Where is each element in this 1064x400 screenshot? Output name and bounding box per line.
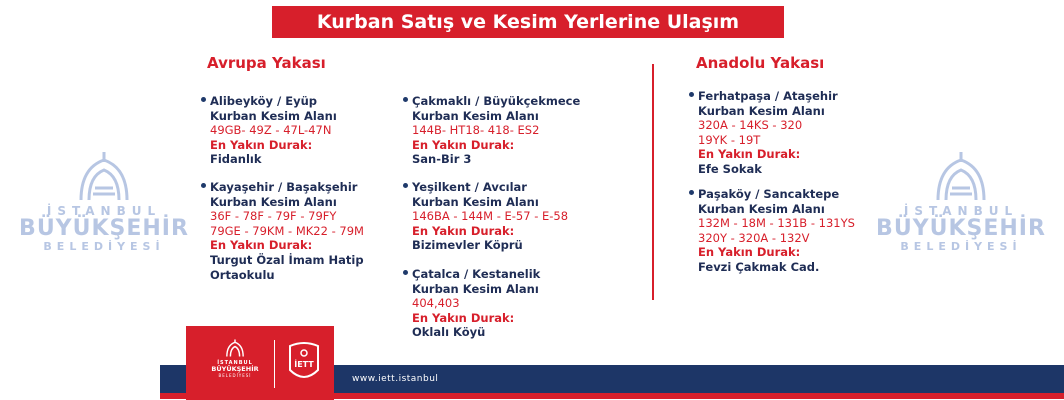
stop-label: En Yakın Durak: <box>698 147 801 162</box>
watermark-line2: BÜYÜKŞEHİR <box>876 216 1046 241</box>
location-area: Kurban Kesim Alanı <box>412 281 539 296</box>
stop-label: En Yakın Durak: <box>210 137 313 152</box>
bus-routes: 79GE - 79KM - MK22 - 79M <box>210 223 364 238</box>
bullet-icon <box>201 183 206 188</box>
nearest-stop: Turgut Özal İmam Hatip <box>210 252 364 267</box>
location-entry-ferhatpasa <box>698 89 838 177</box>
location-entry-yesilkent <box>412 180 568 253</box>
stop-label: En Yakın Durak: <box>412 137 515 152</box>
watermark-line1: İSTANBUL <box>903 204 1019 218</box>
bullet-icon <box>689 190 694 195</box>
bullet-icon <box>201 97 206 102</box>
location-entry-cakmakli <box>412 94 580 167</box>
footer-url: www.iett.istanbul <box>352 374 439 384</box>
location-area: Kurban Kesim Alanı <box>210 194 337 209</box>
location-name: Paşaköy / Sancaktepe <box>698 187 840 201</box>
stop-label: En Yakın Durak: <box>412 310 515 325</box>
bullet-icon <box>689 92 694 97</box>
bus-routes: 146BA - 144M - E-57 - E-58 <box>412 209 569 224</box>
location-name: Kayaşehir / Başakşehir <box>210 180 358 194</box>
watermark-line3: BELEDİYESİ <box>43 240 165 253</box>
bullet-icon <box>403 270 408 275</box>
location-name: Ferhatpaşa / Ataşehir <box>698 89 838 103</box>
watermark-line3: BELEDİYESİ <box>900 240 1022 253</box>
bus-routes: 320A - 14KS - 320 <box>698 118 803 133</box>
bus-routes: 36F - 78F - 79F - 79FY <box>210 209 337 224</box>
column-divider <box>652 64 654 300</box>
stop-label: En Yakın Durak: <box>412 223 515 238</box>
location-name: Yeşilkent / Avcılar <box>412 180 527 194</box>
watermark-line1: İSTANBUL <box>46 204 162 218</box>
logo-separator <box>274 340 275 388</box>
location-entry-alibeykoy <box>210 94 337 167</box>
section-heading-avrupa: Avrupa Yakası <box>207 54 326 72</box>
bus-routes: 144B- HT18- 418- ES2 <box>412 123 540 138</box>
nearest-stop: Fidanlık <box>210 152 262 167</box>
nearest-stop: Oklalı Köyü <box>412 325 486 340</box>
logo-line1: İSTANBUL <box>217 360 253 366</box>
iett-text: İETT <box>294 360 314 369</box>
nearest-stop: Efe Sokak <box>698 161 762 176</box>
location-name: Çakmaklı / Büyükçekmece <box>412 94 581 108</box>
bus-routes: 132M - 18M - 131B - 131YS <box>698 216 855 231</box>
location-name: Alibeyköy / Eyüp <box>210 94 318 108</box>
bus-routes: 404,403 <box>412 296 460 311</box>
footer-logo-box <box>186 326 334 400</box>
ibb-emblem-icon <box>73 150 135 202</box>
location-entry-kayasehir <box>210 180 364 282</box>
bus-routes: 19YK - 19T <box>698 132 761 147</box>
logo-line3: BELEDİYESİ <box>218 373 252 378</box>
ibb-watermark-right <box>866 150 1056 253</box>
location-area: Kurban Kesim Alanı <box>412 108 539 123</box>
location-name: Çatalca / Kestanelik <box>412 267 541 281</box>
bullet-icon <box>403 97 408 102</box>
location-entry-pasakoy <box>698 187 855 275</box>
location-area: Kurban Kesim Alanı <box>698 103 825 118</box>
location-area: Kurban Kesim Alanı <box>210 108 337 123</box>
location-area: Kurban Kesim Alanı <box>412 194 539 209</box>
ibb-emblem-icon <box>930 150 992 202</box>
ibb-emblem-icon <box>224 338 246 358</box>
section-heading-anadolu: Anadolu Yakası <box>696 54 825 72</box>
ibb-logo <box>204 338 266 378</box>
nearest-stop: Bizimevler Köprü <box>412 238 523 253</box>
bus-routes: 49GB- 49Z - 47L-47N <box>210 123 332 138</box>
stop-label: En Yakın Durak: <box>698 245 801 260</box>
ibb-watermark-left <box>9 150 199 253</box>
page-title: Kurban Satış ve Kesim Yerlerine Ulaşım <box>272 6 784 38</box>
nearest-stop: Ortaokulu <box>210 267 275 282</box>
iett-logo <box>286 340 322 386</box>
bus-routes: 320Y - 320A - 132V <box>698 230 810 245</box>
location-area: Kurban Kesim Alanı <box>698 201 825 216</box>
nearest-stop: Fevzi Çakmak Cad. <box>698 259 820 274</box>
nearest-stop: San-Bir 3 <box>412 152 472 167</box>
bullet-icon <box>403 183 408 188</box>
watermark-line2: BÜYÜKŞEHİR <box>19 216 189 241</box>
logo-line2: BÜYÜKŞEHİR <box>211 365 259 373</box>
stop-label: En Yakın Durak: <box>210 238 313 253</box>
location-entry-catalca <box>412 267 540 340</box>
